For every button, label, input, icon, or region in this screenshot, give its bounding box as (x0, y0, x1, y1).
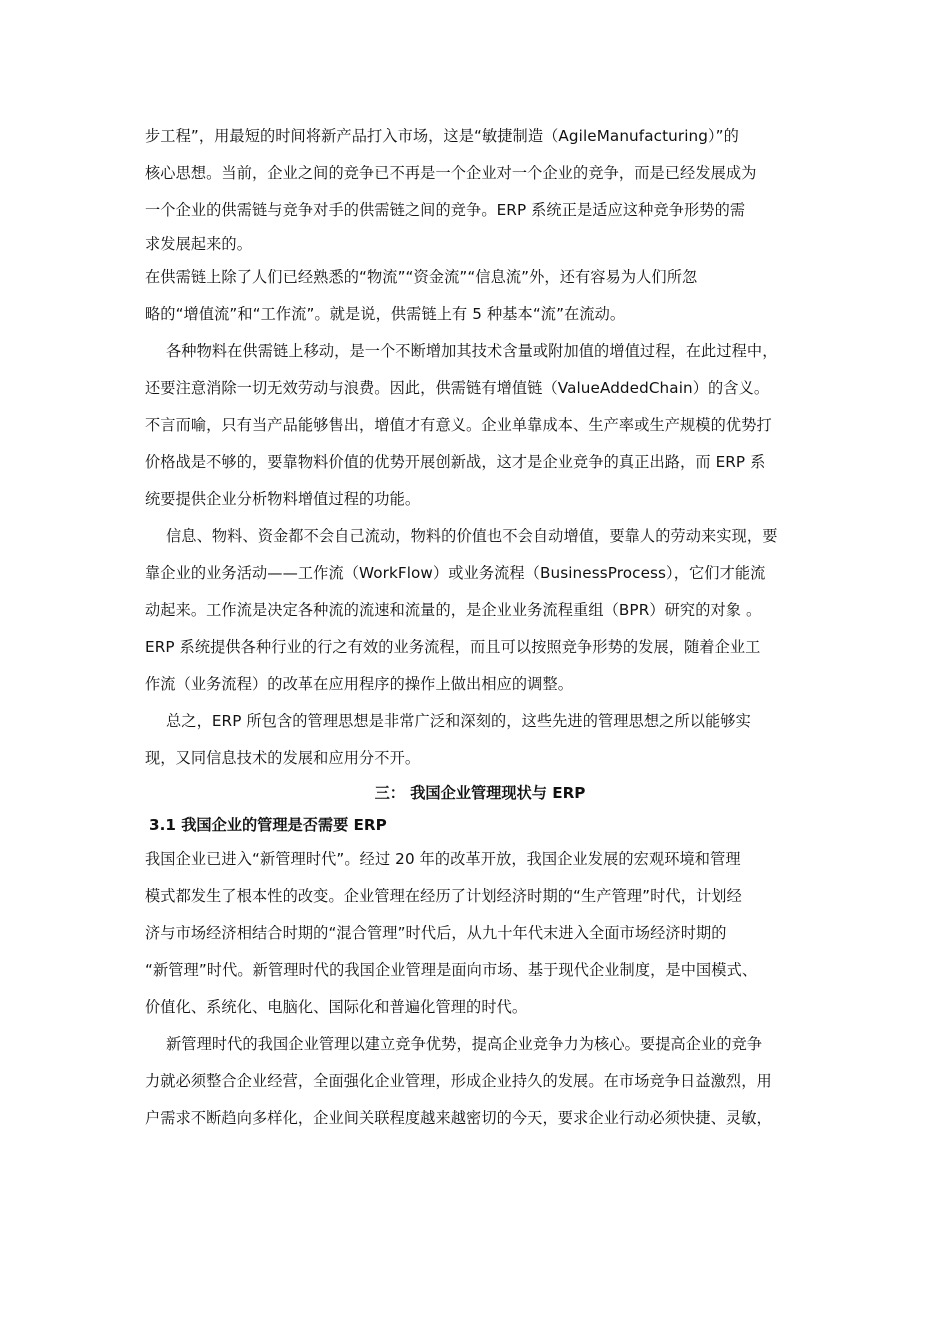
text-line: 作流（业务流程）的改革在应用程序的操作上做出相应的调整。 (145, 675, 574, 693)
text-line: 还要注意消除一切无效劳动与浪费。因此，供需链有增值链（ValueAddedChain）的含义。 (145, 379, 770, 397)
paragraph-value-chain (145, 333, 815, 518)
text-line: 现，又同信息技术的发展和应用分不开。 (145, 749, 421, 767)
paragraph-five-flows (145, 259, 815, 333)
text-line: 靠企业的业务活动——工作流（WorkFlow）或业务流程（BusinessProcess），它们才能流 (145, 564, 766, 582)
paragraph-competitiveness (145, 1026, 815, 1137)
text-line: 一个企业的供需链与竞争对手的供需链之间的竞争。ERP 系统正是适应这种竞争形势的需 (145, 201, 746, 219)
text-line: 新管理时代的我国企业管理以建立竞争优势，提高企业竞争力为核心。要提高企业的竞争 (166, 1035, 763, 1053)
text-line: 各种物料在供需链上移动，是一个不断增加其技术含量或附加值的增值过程，在此过程中， (166, 342, 778, 360)
text-line: 我国企业已进入“新管理时代”。经过 20 年的改革开放，我国企业发展的宏观环境和管理 (145, 850, 741, 868)
text-line: 价值化、系统化、电脑化、国际化和普遍化管理的时代。 (145, 998, 528, 1016)
text-line: 略的“增值流”和“工作流”。就是说，供需链上有 5 种基本“流”在流动。 (145, 305, 626, 323)
text-line: 核心思想。当前，企业之间的竞争已不再是一个企业对一个企业的竞争，而是已经发展成为 (145, 164, 757, 182)
text-line: 模式都发生了根本性的改变。企业管理在经历了计划经济时期的“生产管理”时代，计划经 (145, 887, 742, 905)
text-line: 统要提供企业分析物料增值过程的功能。 (145, 490, 421, 508)
text-line: 动起来。工作流是决定各种流的流速和流量的，是企业业务流程重组（BPR）研究的对象 。 (145, 601, 762, 619)
text-line: 步工程”，用最短的时间将新产品打入市场，这是“敏捷制造（AgileManufacturing）”的 (145, 127, 739, 145)
text-line: 户需求不断趋向多样化，企业间关联程度越来越密切的今天，要求企业行动必须快捷、灵敏， (145, 1109, 772, 1127)
text-line: 信息、物料、资金都不会自己流动，物料的价值也不会自动增值，要靠人的劳动来实现，要 (166, 527, 778, 545)
paragraph-summary (145, 703, 815, 777)
text-line: 总之，ERP 所包含的管理思想是非常广泛和深刻的，这些先进的管理思想之所以能够实 (166, 712, 751, 730)
text-line: 济与市场经济相结合时期的“混合管理”时代后，从九十年代末进入全面市场经济时期的 (145, 924, 727, 942)
text-line: 价格战是不够的，要靠物料价值的优势开展创新战，这才是企业竞争的真正出路，而 ERP 系 (145, 453, 766, 471)
text-line: 不言而喻，只有当产品能够售出，增值才有意义。企业单靠成本、生产率或生产规模的优势打 (145, 416, 772, 434)
text-line: 求发展起来的。 (145, 235, 253, 253)
subsection-heading: 3.1 我国企业的管理是否需要 ERP (149, 816, 387, 834)
document-page (145, 118, 815, 1137)
text-line: 力就必须整合企业经营，全面强化企业管理，形成企业持久的发展。在市场竞争日益激烈，用 (145, 1072, 772, 1090)
section-heading: 三： 我国企业管理现状与 ERP (374, 784, 586, 802)
text-line: “新管理”时代。新管理时代的我国企业管理是面向市场、基于现代企业制度，是中国模式、 (145, 961, 758, 979)
text-line: 在供需链上除了人们已经熟悉的“物流”“资金流”“信息流”外，还有容易为人们所忽 (145, 268, 698, 286)
text-line: ERP 系统提供各种行业的行之有效的业务流程，而且可以按照竞争形势的发展，随着企业工 (145, 638, 761, 656)
paragraph-new-management-era (145, 841, 815, 1026)
paragraph-workflow (145, 518, 815, 703)
paragraph-agile-manufacturing (145, 118, 815, 259)
